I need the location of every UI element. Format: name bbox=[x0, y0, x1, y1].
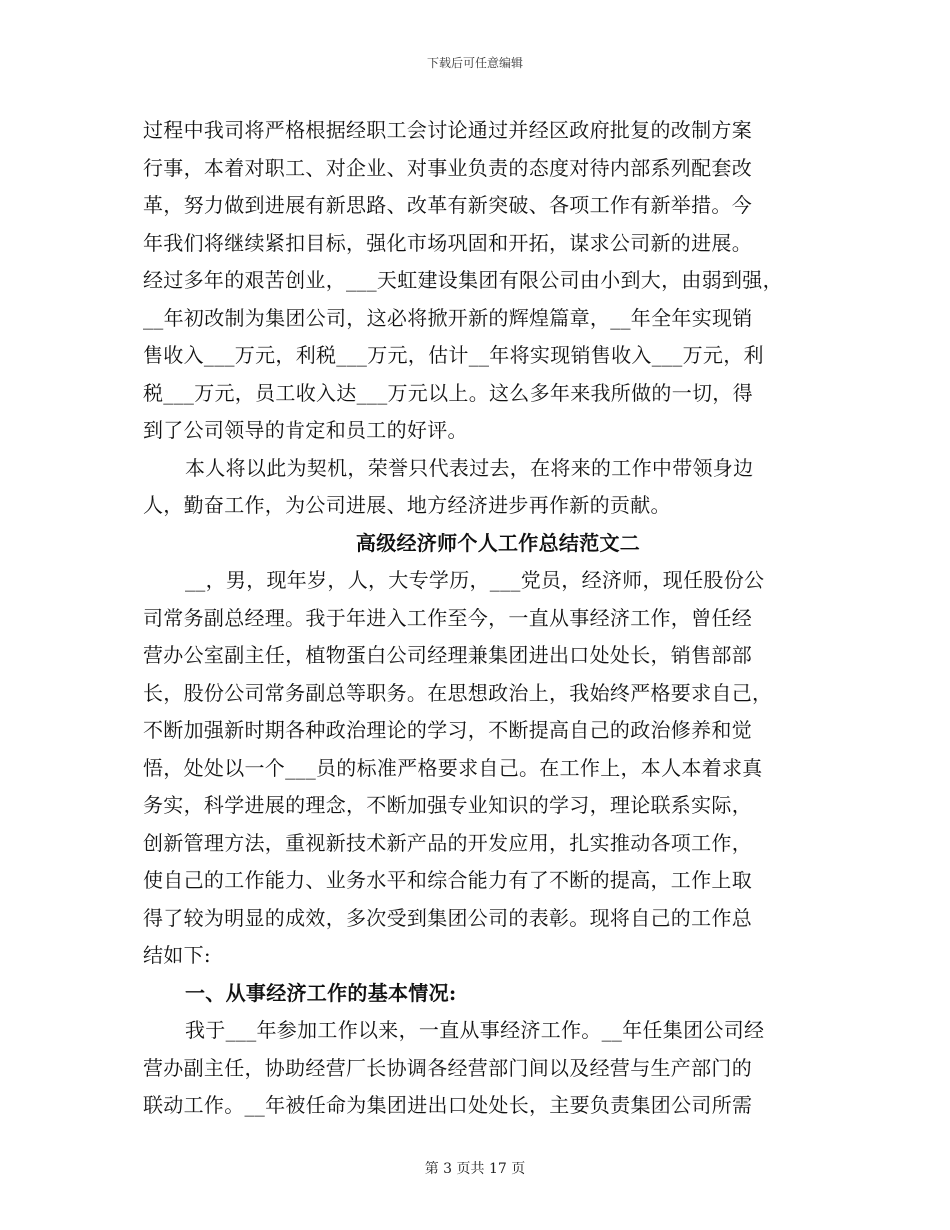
body-line: 得了较为明显的成效，多次受到集团公司的表彰。现将自己的工作总 bbox=[143, 905, 752, 930]
body-line: 经过多年的艰苦创业，___天虹建设集团有限公司由小到大，由弱到强， bbox=[143, 268, 783, 292]
page-header: 下载后可任意编辑 bbox=[426, 56, 523, 70]
body-line: 司常务副总经理。我于年进入工作至今，一直从事经济工作，曾任经 bbox=[143, 605, 752, 630]
body-line: 本人将以此为契机，荣誉只代表过去，在将来的工作中带领身边 bbox=[185, 455, 754, 480]
body-line: 结如下: bbox=[143, 943, 211, 967]
page-footer: 第 3 页共 17 页 bbox=[424, 1161, 526, 1177]
body-line: __年初改制为集团公司，这必将掀开新的辉煌篇章，__年全年实现销 bbox=[143, 305, 753, 330]
body-line: 联动工作。__年被任命为集团进出口处处长，主要负责集团公司所需 bbox=[143, 1093, 753, 1117]
subsection-heading: 一、从事经济工作的基本情况: bbox=[185, 980, 457, 1005]
body-line: 售收入___万元，利税___万元，估计__年将实现销售收入___万元，利 bbox=[143, 343, 764, 367]
body-line: 过程中我司将严格根据经职工会讨论通过并经区政府批复的改制方案 bbox=[143, 118, 752, 142]
body-line: __，男，现年岁，人，大专学历，___党员，经济师，现任股份公 bbox=[185, 568, 765, 592]
body-line: 使自己的工作能力、业务水平和综合能力有了不断的提高，工作上取 bbox=[143, 868, 752, 892]
body-line: 年我们将继续紧扣目标，强化市场巩固和开拓，谋求公司新的进展。 bbox=[143, 230, 752, 255]
body-line: 到了公司领导的肯定和员工的好评。 bbox=[143, 418, 468, 442]
body-line: 长，股份公司常务副总等职务。在思想政治上，我始终严格要求自己， bbox=[143, 680, 773, 705]
body-line: 营办副主任，协助经营厂长协调各经营部门间以及经营与生产部门的 bbox=[143, 1055, 752, 1080]
document-body bbox=[143, 112, 823, 1125]
body-line: 创新管理方法，重视新技术新产品的开发应用，扎实推动各项工作， bbox=[143, 830, 752, 855]
body-line: 不断加强新时期各种政治理论的学习，不断提高自己的政治修养和觉 bbox=[143, 718, 752, 742]
body-line: 税___万元，员工收入达___万元以上。这么多年来我所做的一切，得 bbox=[143, 380, 753, 405]
body-line: 我于___年参加工作以来，一直从事经济工作。__年任集团公司经 bbox=[185, 1018, 765, 1042]
body-line: 革，努力做到进展有新思路、改革有新突破、各项工作有新举措。今 bbox=[143, 193, 752, 217]
body-line: 务实，科学进展的理念，不断加强专业知识的学习，理论联系实际， bbox=[143, 793, 752, 817]
body-line: 悟，处处以一个___员的标准严格要求自己。在工作上，本人本着求真 bbox=[143, 755, 763, 780]
body-line: 人，勤奋工作，为公司进展、地方经济进步再作新的贡献。 bbox=[143, 493, 671, 517]
body-line: 营办公室副主任，植物蛋白公司经理兼集团进出口处处长，销售部部 bbox=[143, 643, 752, 667]
section-title: 高级经济师个人工作总结范文二 bbox=[355, 530, 641, 555]
body-line: 行事，本着对职工、对企业、对事业负责的态度对待内部系列配套改 bbox=[143, 155, 752, 180]
